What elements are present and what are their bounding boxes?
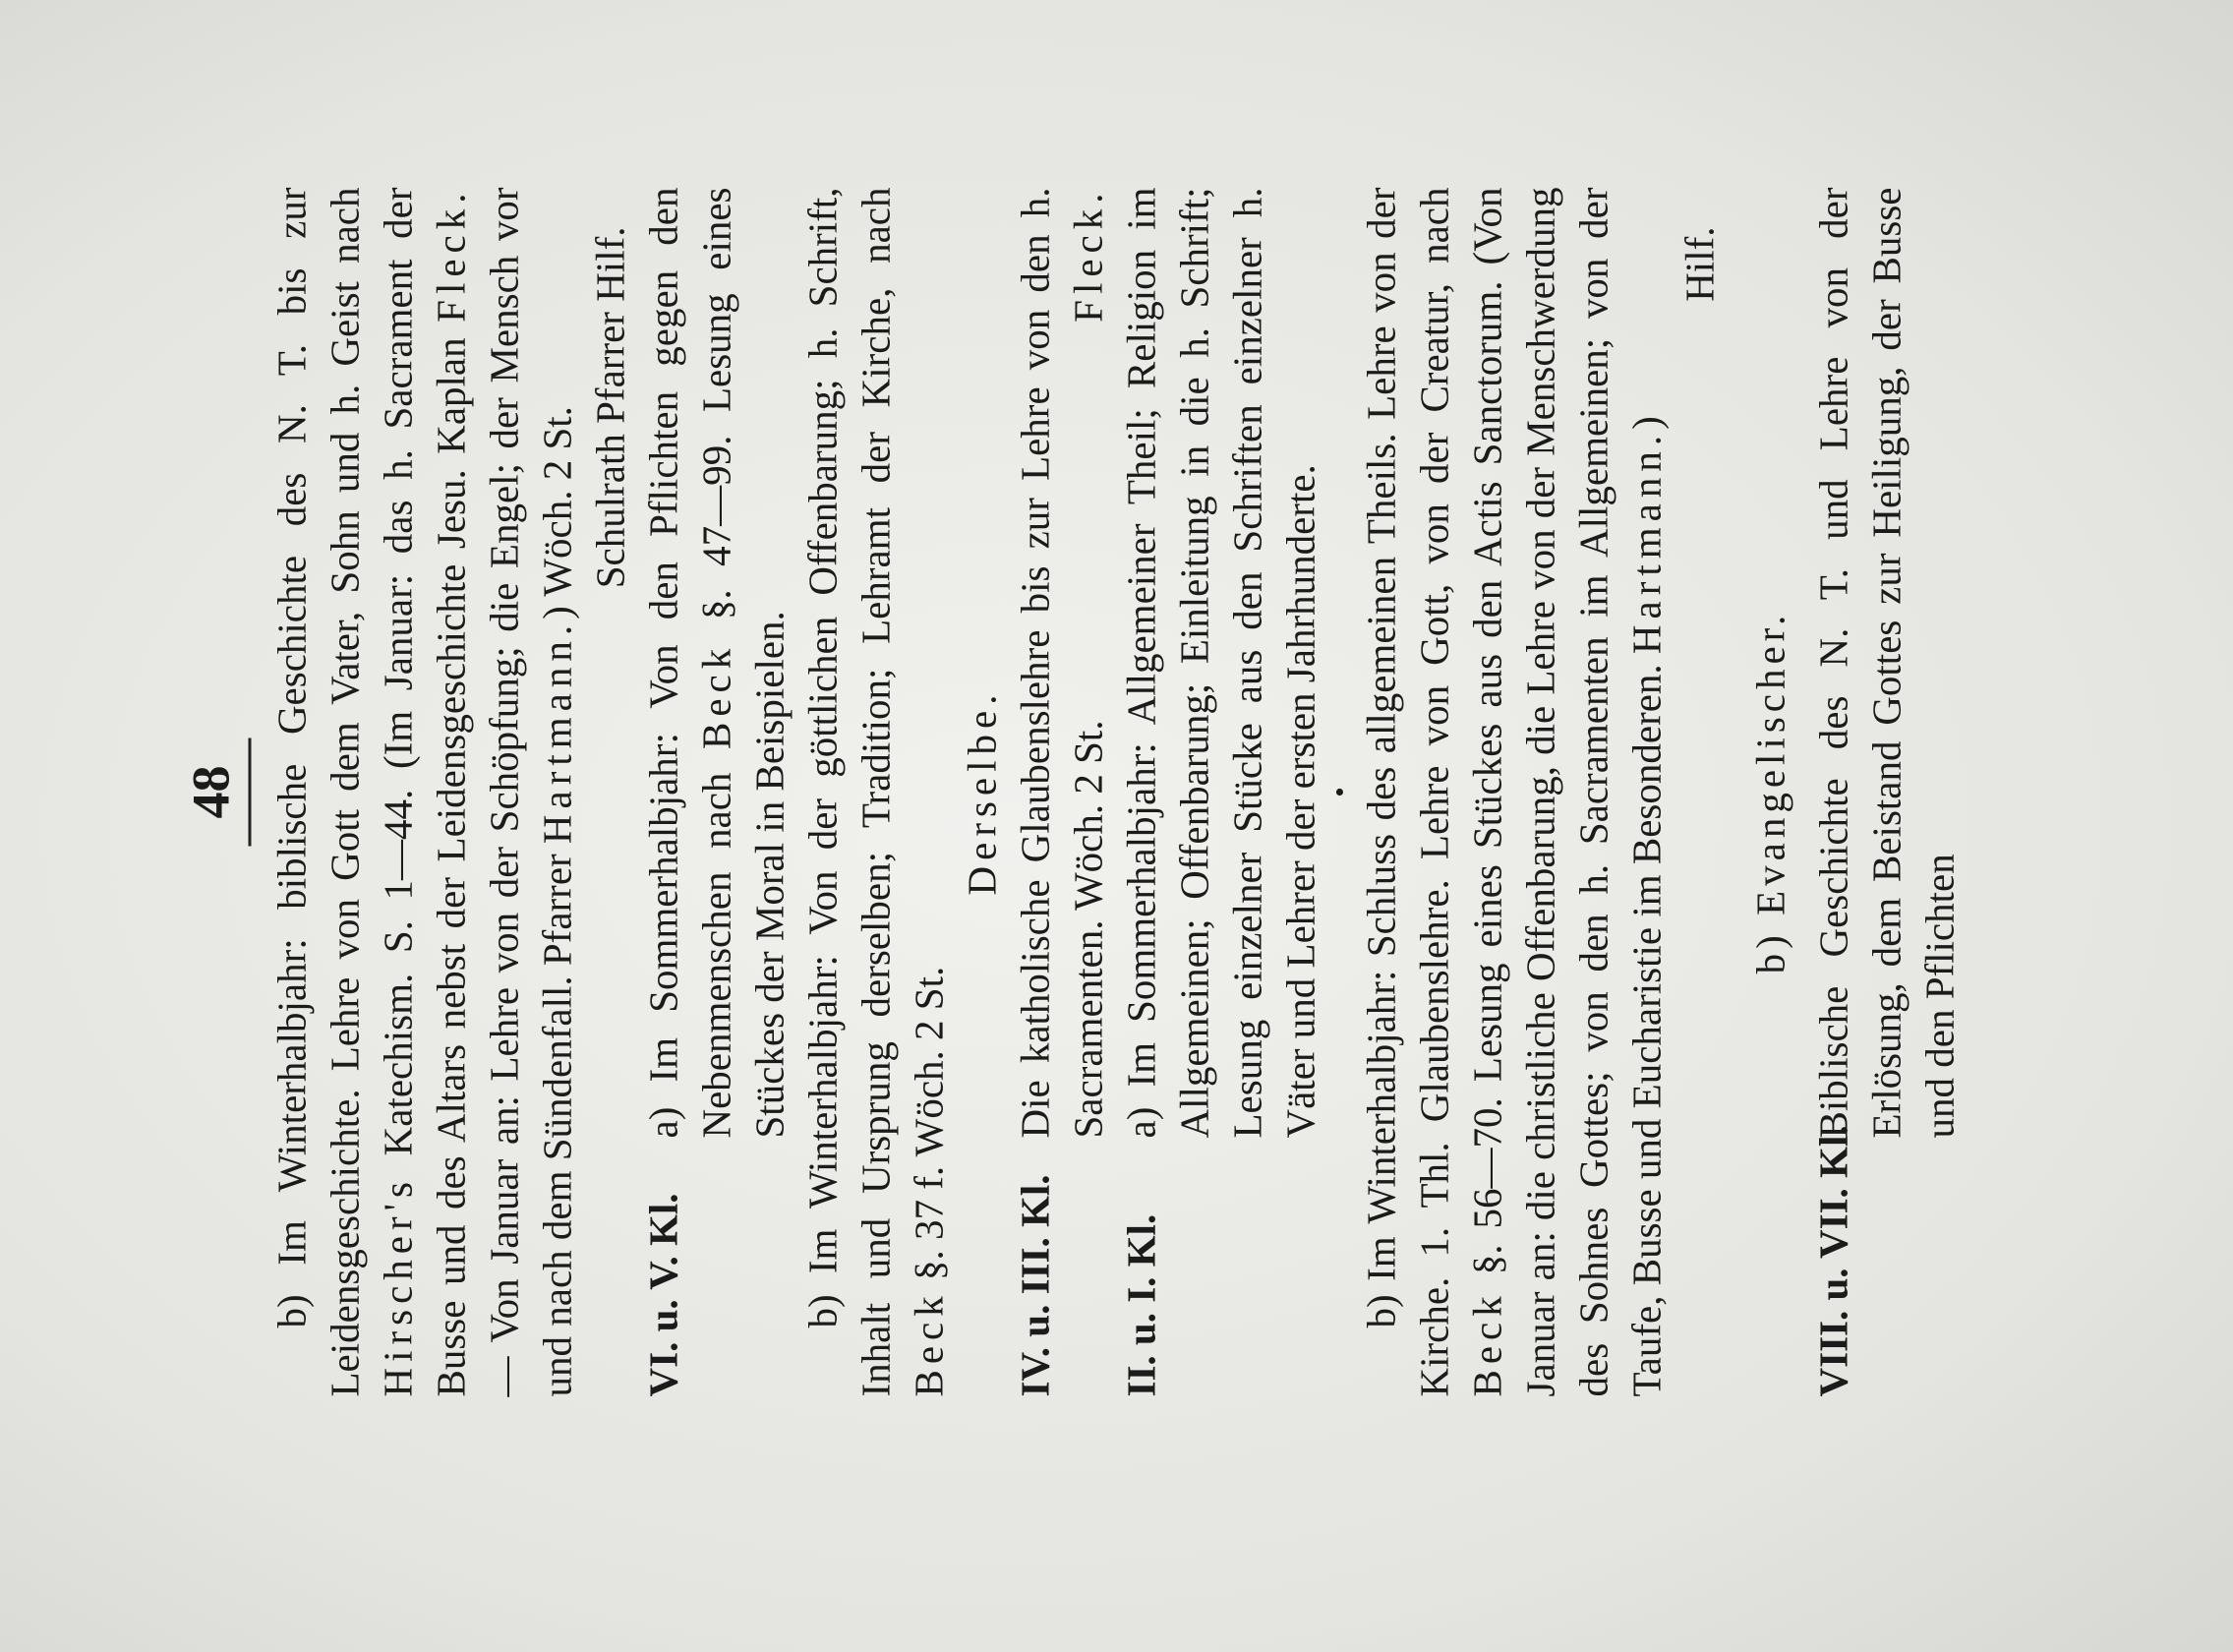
name-hartmann-2: Hartmann. [1623, 429, 1670, 655]
iv-iii-text: Die katholische Glaubenslehre bis zur Lehre von den h. Sacramenten. Wöch. 2 St. Fleck. [1009, 188, 1115, 1139]
class-label-vi-v: VI. u. V. Kl. [640, 1193, 686, 1397]
signature-schulrath-hilf: Schulrath Pfarrer Hilf. [587, 226, 633, 589]
page-number-rule [249, 738, 252, 847]
author-hirscher: Hirscher's [375, 1175, 421, 1397]
vi-v-summer: a) Im Sommerhalbjahr: Von den Pflichten gegen den Nebenmenschen nach Beck §. 47—99. Lesung eines Stückes der Moral in Beispielen. [640, 187, 793, 1139]
name-fleck: Fleck. [428, 187, 474, 323]
entry-iv-iii-body [1009, 188, 1115, 1139]
author-beck-3: Beck [1464, 1290, 1510, 1397]
entry-iv-iii [1009, 188, 1115, 1397]
entry-vi-v [637, 188, 796, 1397]
entry-vi-v-body [637, 188, 796, 1139]
rotated-page-content [0, 1, 2233, 1652]
ii-i-summer: a) Im Sommerhalbjahr: Allgemeiner Theil; Religion im Allgemeinen; Offenbarung; Einleitung in die h. Schrift; Lesung einzelner Stücke aus den Schriften einzelner h. Väter und Lehrer der ersten Jahrhunderte. [1118, 187, 1323, 1139]
entry-viii-vii-body [1807, 188, 1967, 1139]
viii-vii-text: Biblische Geschichte des N. T. und Lehre von der Erlösung, dem Beistand Gottes zur Heiligung, der Busse und den Pflichten [1810, 187, 1963, 1139]
page-number: 48 [181, 765, 241, 819]
entry-ii-i [1115, 188, 1327, 1397]
section-evangelischer: b) Evangelischer. [1747, 610, 1793, 974]
entry-viii-vii [1807, 188, 1967, 1397]
name-hartmann: Hartmann. [534, 619, 580, 845]
author-beck-2: Beck [906, 1290, 952, 1397]
stray-dot: • [1323, 787, 1357, 797]
text-block [182, 188, 1967, 1397]
winter-paragraph-b: b) Im Winterhalbjahr: biblische Geschichte des N. T. bis zur Leidensgeschichte. Lehre von Gott dem Vater, Sohn und h. Geist nach Hirscher's Katechism. S. 1—44. (Im Januar: das h. Sacrament der Busse und des Altars nebst der Leidensgeschichte Jesu. Kaplan Fleck. — Von Januar an: Lehre von der Schöpfung; die Engel; der Mensch vor und nach dem Sündenfall. Pfarrer Hartmann.) Wöch. 2 St. [268, 187, 580, 1397]
signature-hilf: Hilf. [1676, 226, 1723, 302]
vi-v-winter: b) Im Winterhalbjahr: Von der göttlichen Offenbarung; h. Schrift, Inhalt und Ursprung derselben; Tradition; Lehramt der Kirche, nach Beck §. 37 f. Wöch. 2 St. [799, 187, 952, 1397]
class-label-viii-vii: VIII. u. VII. Kl. [1810, 1125, 1856, 1397]
class-label-ii-i: II. u. I. Kl. [1118, 1213, 1164, 1397]
author-beck-1: Beck [693, 642, 739, 749]
signature-fleck: Fleck. [1065, 187, 1111, 323]
signature-derselbe: Derselbe. [959, 688, 1005, 896]
ii-i-winter: b) Im Winterhalbjahr: Schluss des allgemeinen Theils. Lehre von der Kirche. 1. Thl. Glaubenslehre. Lehre von Gott, von der Creatur, nach Beck §. 56—70. Lesung eines Stückes aus den Actis Sanctorum. (Von Januar an: die christliche Offenbarung, die Lehre von der Menschwerdung des Sohnes Gottes; von den h. Sacramenten im Allgemeinen; von der Taufe, Busse und Eucharistie im Besonderen. Hartmann.) [1358, 187, 1670, 1397]
class-label-iv-iii: IV. u. III. Kl. [1012, 1174, 1058, 1397]
entry-ii-i-body [1115, 188, 1327, 1139]
